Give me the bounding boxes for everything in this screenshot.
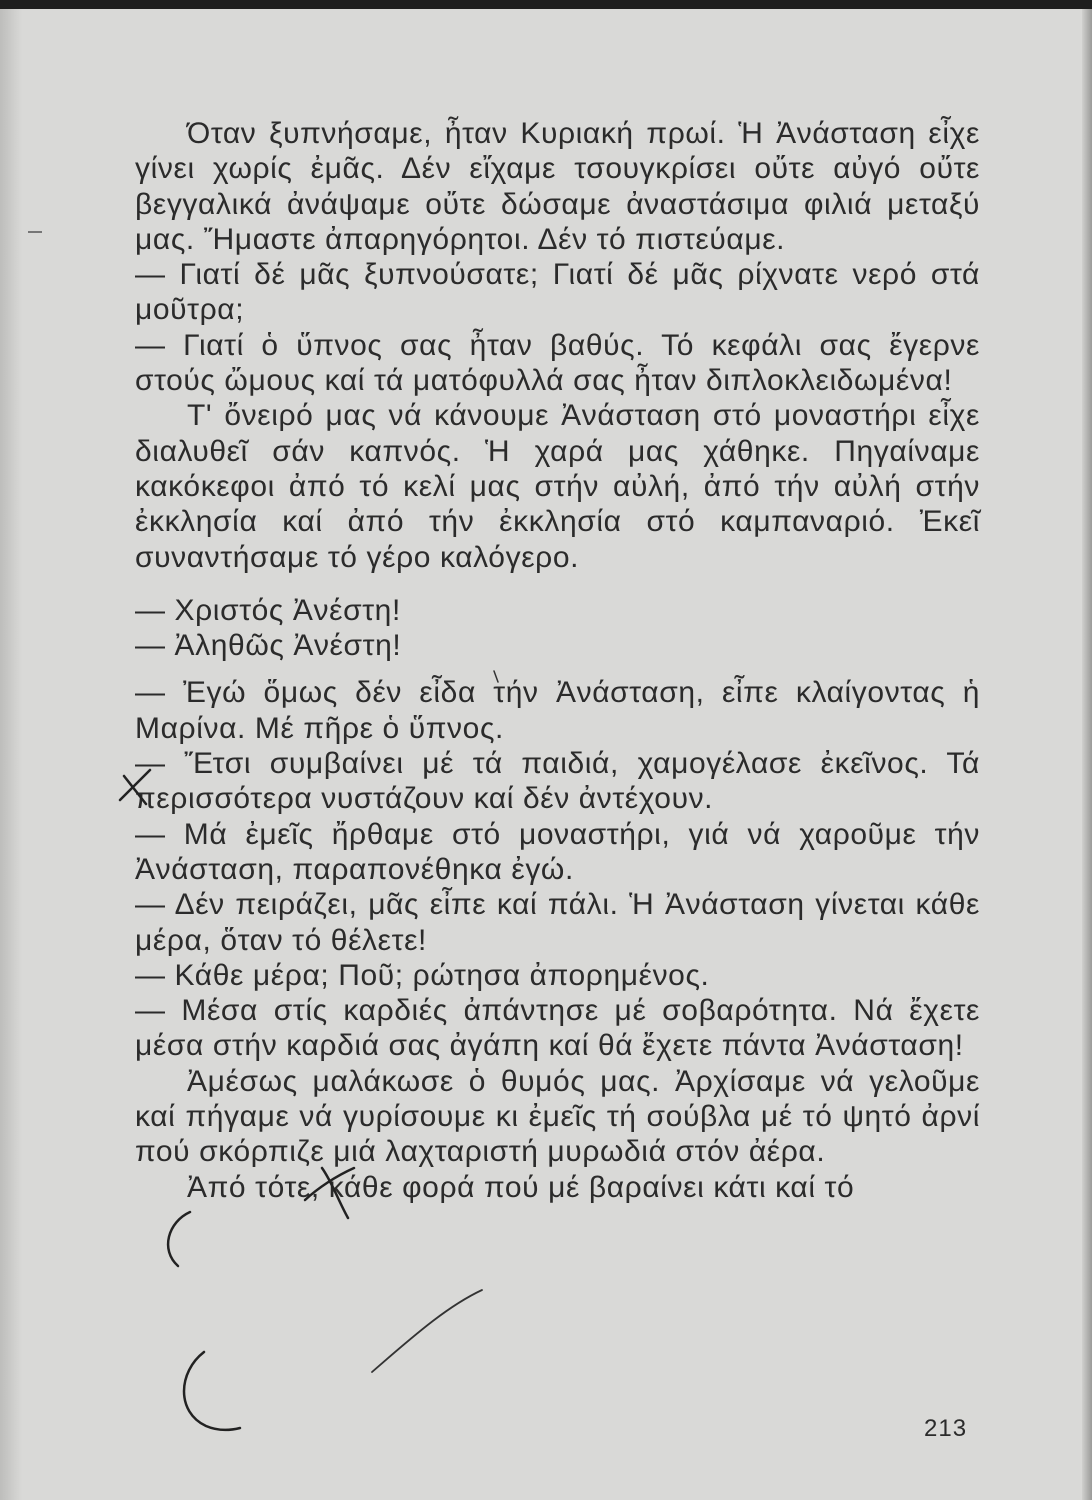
pen-slash-mark: [372, 1290, 482, 1372]
paragraph-2: — Γιατί δέ μᾶς ξυπνούσατε; Γιατί δέ μᾶς ρίχνατε νερό στά μοῦτρα;: [135, 258, 980, 327]
paragraph-11: — Κάθε μέρα; Ποῦ; ρώτησα ἀπορημένος.: [135, 958, 710, 992]
page-edge: [1082, 9, 1092, 1500]
binding-shadow: [0, 9, 22, 1500]
paragraph-10: — Δέν πειράζει, μᾶς εἶπε καί πάλι. Ἡ Ἀνάσταση γίνεται κάθε μέρα, ὅταν τό θέλετε!: [135, 888, 980, 957]
paragraph-3: — Γιατί ὁ ὕπνος σας ἦταν βαθύς. Τό κεφάλι σας ἔγερνε στούς ὤμους καί τά ματόφυλλά σας ἦταν διπλοκλειδωμένα!: [135, 328, 980, 398]
paragraph-7: — Ἐγώ ὅμως δέν εἶδα τήν Ἀνάσταση, εἶπε κλαίγοντας ἡ Μαρίνα. Μέ πῆρε ὁ ὕπνος.: [135, 676, 980, 745]
pen-bracket-mark: [184, 1352, 240, 1430]
paragraph-1: Όταν ξυπνήσαμε, ἦταν Κυριακή πρωί. Ἡ Ἀνάσταση εἶχε γίνει χωρίς ἐμᾶς. Δέν εἴχαμε τσουγκρίσει οὔτε αὐγό οὔτε βεγγαλικά ἀνάψαμε οὔτε δώσαμε ἀναστάσιμα φιλιά μεταξύ μας. Ἤμαστε ἀπαρηγόρητοι. Δέν τό πιστεύαμε.: [135, 117, 980, 256]
page-number: 213: [924, 1415, 968, 1442]
paragraph-8: — Ἔτσι συμβαίνει μέ τά παιδιά, χαμογέλασε ἐκεῖνος. Τά περισσότερα νυστάζουν καί δέν ἀντέχουν.: [135, 747, 980, 816]
paragraph-12: — Μέσα στίς καρδιές ἀπάντησε μέ σοβαρότητα. Νά ἔχετε μέσα στήν καρδιά σας ἀγάπη καί θά ἔχετε πάντα Ἀνάσταση!: [135, 994, 980, 1063]
paragraph-13: Ἀμέσως μαλάκωσε ὁ θυμός μας. Ἀρχίσαμε νά γελοῦμε καί πήγαμε νά γυρίσουμε κι ἐμεῖς τή σούβλα μέ τό ψητό ἀρνί πού σκόρπιζε μιά λαχταριστή μυρωδιά στόν ἀέρα.: [135, 1064, 980, 1169]
paragraph-6: — Ἀληθῶς Ἀνέστη!: [135, 629, 402, 663]
body-text: [135, 116, 980, 1205]
paragraph-gap: [135, 575, 980, 593]
paragraph-14: Ἀπό τότε, κάθε φορά πού μέ βαραίνει κάτι καί τό: [187, 1170, 855, 1204]
scan-top-edge: [0, 0, 1092, 9]
paragraph-5: — Χριστός Ἀνέστη!: [135, 593, 401, 627]
paragraph-4: Τ' ὄνειρό μας νά κάνουμε Ἀνάσταση στό μοναστήρι εἶχε διαλυθεῖ σάν καπνός. Ἡ χαρά μας χάθηκε. Πηγαίναμε κακόκεφοι ἀπό τό κελί μας στήν αὐλή, ἀπό τήν αὐλή στήν ἐκκλησία καί ἀπό τήν ἐκκλησία στό καμπαναριό. Ἐκεῖ συναντήσαμε τό γέρο καλόγερο.: [135, 399, 980, 574]
pen-bracket-mark: [168, 1212, 190, 1266]
paragraph-9: — Μά ἐμεῖς ἤρθαμε στό μοναστήρι, γιά νά χαροῦμε τήν Ἀνάσταση, παραπονέθηκα ἐγώ.: [135, 817, 980, 886]
paragraph-gap: [135, 663, 980, 675]
